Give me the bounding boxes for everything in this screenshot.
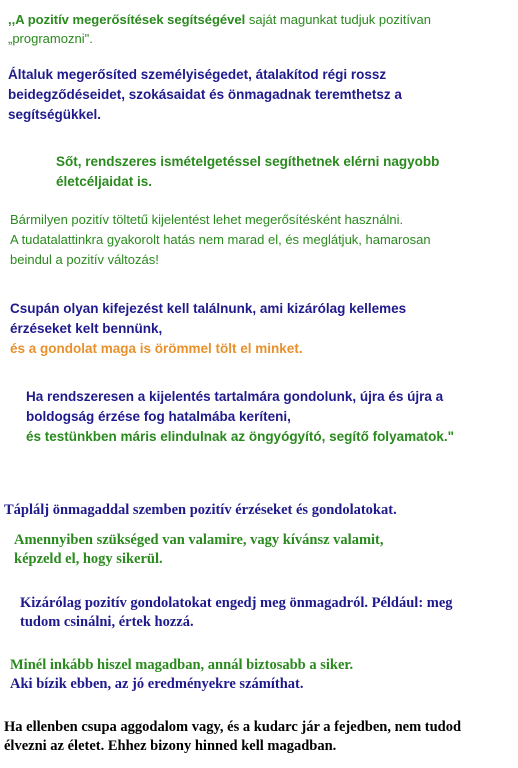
intro-quote-line-2: „programozni". [8, 31, 93, 46]
nourish-paragraph [4, 501, 397, 520]
intro-quote-bold-lead: ,,A pozitív megerősítések segítségével [8, 12, 246, 27]
worry-line-1: Ha ellenben csupa aggodalom vagy, és a kudarc jár a fejedben, nem tudod [4, 719, 462, 735]
imagine-line-2: képzeld el, hogy sikerül. [14, 551, 163, 567]
nourish-line-1: Táplálj önmagaddal szemben pozitív érzéseket és gondolatokat. [4, 502, 397, 518]
positive-thoughts-line-2: tudom csinálni, értek hozzá. [20, 614, 194, 630]
regular-thinking-line-3: és testünkben máris elindulnak az öngyógyító, segítő folyamatok." [26, 429, 454, 444]
personality-line-2: beidegződéseidet, szokásaidat és önmagadnak teremthetsz a [8, 87, 402, 102]
positive-thoughts-paragraph [20, 594, 453, 632]
any-statement-line-2: A tudatalattinkra gyakorolt hatás nem marad el, és meglátjuk, hamarosan [10, 232, 431, 247]
life-goals-paragraph [56, 152, 439, 192]
regular-thinking-line-1: Ha rendszeresen a kijelentés tartalmára gondolunk, újra és újra a [26, 389, 444, 404]
pleasant-expression-line-2: érzéseket kelt bennünk, [10, 321, 163, 336]
life-goals-line-2: életcéljaidat is. [56, 174, 153, 189]
believe-line-1: Minél inkább hiszel magadban, annál biztosabb a siker. [10, 657, 354, 673]
imagine-paragraph [14, 531, 384, 569]
intro-quote-paragraph [8, 10, 431, 48]
personality-paragraph [8, 65, 402, 125]
worry-line-2: élvezni az életet. Ehhez bizony hinned kell magadban. [4, 738, 337, 754]
any-statement-line-3: beindul a pozitív változás! [10, 252, 159, 267]
pleasant-expression-line-3: és a gondolat maga is örömmel tölt el minket. [10, 341, 303, 356]
personality-line-3: segítségükkel. [8, 107, 102, 122]
intro-quote-line-1 [8, 10, 431, 29]
positive-thoughts-line-1: Kizárólag pozitív gondolatokat engedj meg önmagadról. Például: meg [20, 595, 453, 611]
any-statement-paragraph [10, 210, 431, 270]
believe-paragraph [10, 656, 353, 694]
imagine-line-1: Amennyiben szükséged van valamire, vagy kívánsz valamit, [14, 532, 384, 548]
personality-line-1: Általuk megerősíted személyiségedet, átalakítod régi rossz [8, 67, 387, 82]
worry-paragraph [4, 718, 461, 756]
intro-quote-rest: saját magunkat tudjuk pozitívan [245, 12, 431, 27]
believe-line-2: Aki bízik ebben, az jó eredményekre számíthat. [10, 676, 304, 692]
life-goals-line-1: Sőt, rendszeres ismételgetéssel segíthetnek elérni nagyobb [56, 154, 440, 169]
regular-thinking-line-2: boldogság érzése fog hatalmába keríteni, [26, 409, 291, 424]
pleasant-expression-paragraph [10, 299, 406, 359]
pleasant-expression-line-1: Csupán olyan kifejezést kell találnunk, ami kizárólag kellemes [10, 301, 407, 316]
any-statement-line-1: Bármilyen pozitív töltetű kijelentést lehet megerősítésként használni. [10, 212, 404, 227]
regular-thinking-paragraph [26, 387, 454, 447]
